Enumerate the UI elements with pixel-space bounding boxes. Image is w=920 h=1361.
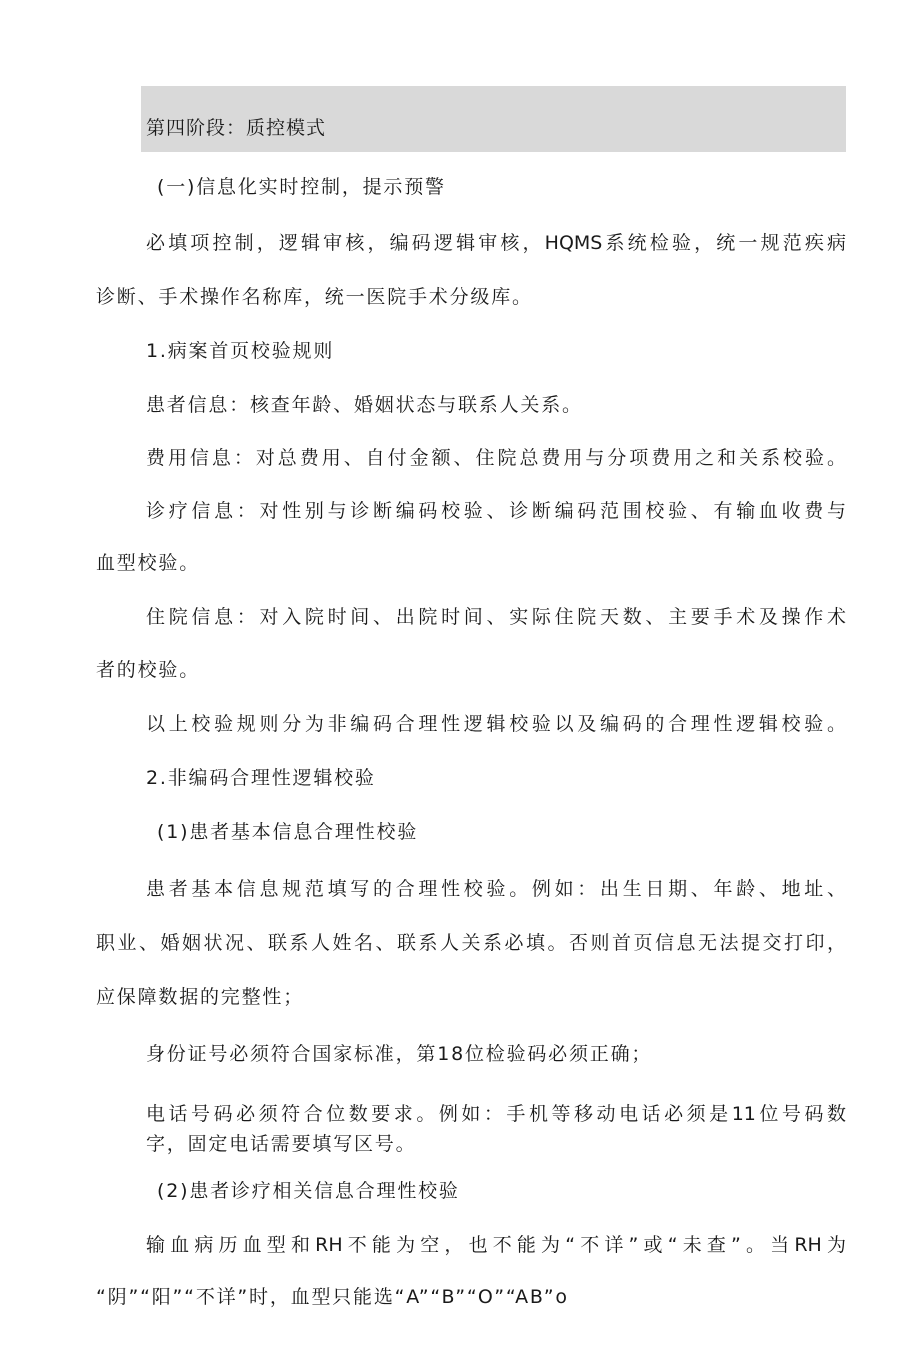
paragraph-line: 电话号码必须符合位数要求。例如：手机等移动电话必须是11位号码数 — [146, 1103, 846, 1125]
paragraph-line: 血型校验。 — [96, 552, 201, 574]
paragraph-line: 应保障数据的完整性； — [96, 986, 305, 1008]
paragraph-line: 患者信息：核查年龄、婚姻状态与联系人关系。 — [146, 394, 583, 416]
numbered-heading-2: 2.非编码合理性逻辑校验 — [146, 767, 376, 789]
paragraph-line: 字，固定电话需要填写区号。 — [146, 1133, 417, 1155]
paragraph-line: 必填项控制，逻辑审核，编码逻辑审核，HQMS系统检验，统一规范疾病 — [146, 232, 846, 254]
subsection-title-1: (一)信息化实时控制，提示预警 — [157, 176, 446, 198]
paragraph-line: 患者基本信息规范填写的合理性校验。例如：出生日期、年龄、地址、 — [146, 878, 846, 900]
paragraph-line: 诊疗信息：对性别与诊断编码校验、诊断编码范围校验、有输血收费与 — [146, 500, 846, 522]
paragraph-line: 诊断、手术操作名称库，统一医院手术分级库。 — [96, 286, 533, 308]
paragraph-line: 住院信息：对入院时间、出院时间、实际住院天数、主要手术及操作术 — [146, 606, 846, 628]
numbered-heading-1: 1.病案首页校验规则 — [146, 340, 335, 362]
paragraph-line: 输血病历血型和RH不能为空，也不能为“不详”或“未查”。当RH为 — [146, 1234, 846, 1256]
paragraph-line: 职业、婚姻状况、联系人姓名、联系人关系必填。否则首页信息无法提交打印， — [96, 932, 846, 954]
paragraph-line: 费用信息：对总费用、自付金额、住院总费用与分项费用之和关系校验。 — [146, 447, 846, 469]
paragraph-line: 身份证号必须符合国家标准，第18位检验码必须正确； — [146, 1043, 653, 1065]
paragraph-line: “阴”“阳”“不详”时，血型只能选“A”“B”“O”“AB”o — [96, 1286, 569, 1308]
subsection-title-2: (1)患者基本信息合理性校验 — [157, 821, 419, 843]
subsection-title-3: (2)患者诊疗相关信息合理性校验 — [157, 1180, 460, 1202]
paragraph-line: 者的校验。 — [96, 659, 201, 681]
section-heading: 第四阶段：质控模式 — [146, 117, 327, 139]
paragraph-line: 以上校验规则分为非编码合理性逻辑校验以及编码的合理性逻辑校验。 — [146, 713, 846, 735]
